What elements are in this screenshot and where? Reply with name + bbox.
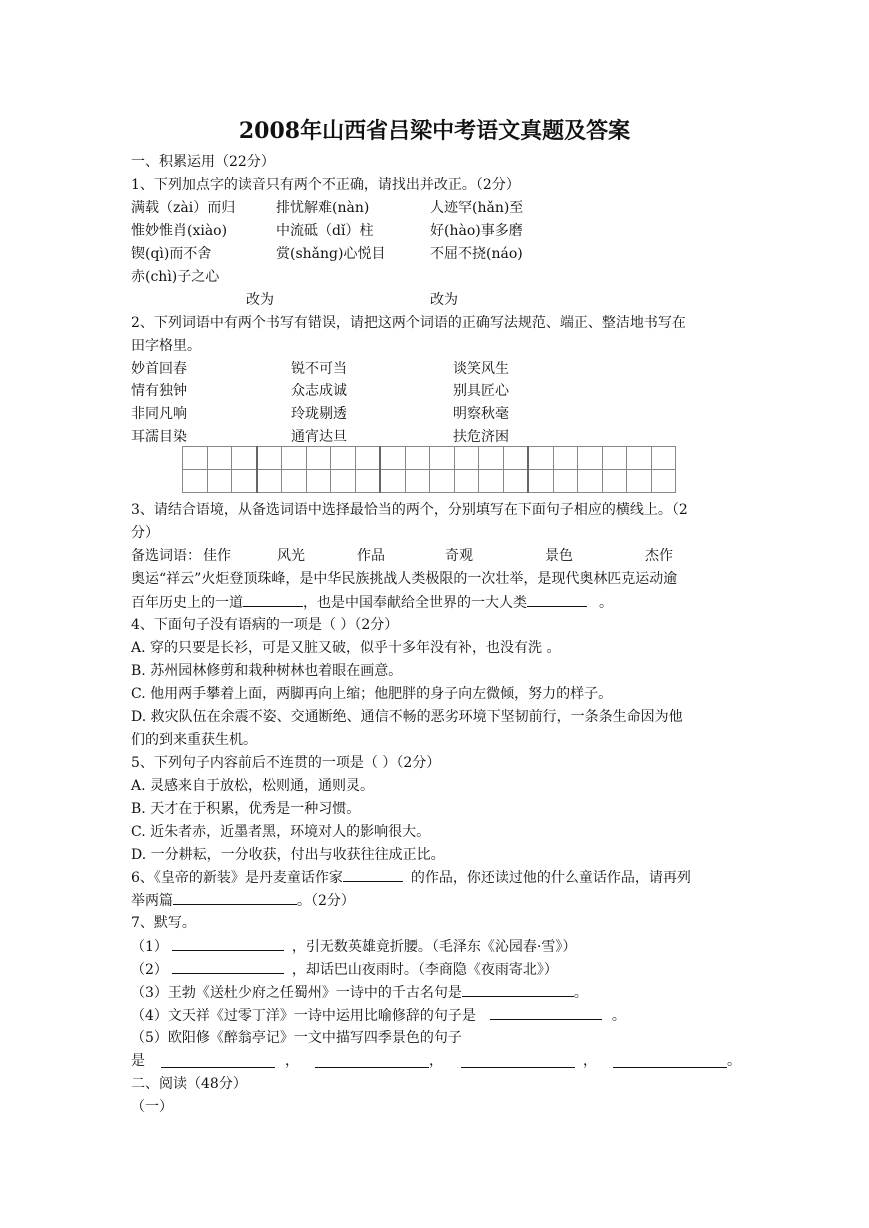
fix-label: 改为	[246, 292, 274, 308]
q2-word: 众志成诚	[291, 383, 347, 399]
answer-blank[interactable]	[527, 592, 587, 607]
fix-label: 改为	[430, 292, 458, 308]
q3-options	[131, 546, 673, 566]
answer-blank[interactable]	[172, 959, 284, 974]
text: 举两篇	[131, 893, 173, 909]
grid-cell[interactable]	[430, 470, 455, 493]
text: ，	[583, 1053, 597, 1069]
option-d: D. 一分耕耘，一分收获，付出与收获往往成正比。	[131, 847, 445, 863]
q1-item: 赤(chì)子之心	[131, 269, 220, 285]
dictation-item	[131, 1005, 626, 1026]
grid-cell[interactable]	[405, 470, 430, 493]
q2-word: 妙首回春	[131, 361, 187, 377]
option-b: B. 苏州园林修剪和栽种树林也着眼在画意。	[131, 663, 403, 679]
options-label: 备选词语：	[131, 548, 201, 564]
q2-word: 玲珑剔透	[291, 406, 347, 422]
answer-blank[interactable]	[490, 1005, 602, 1020]
grid-cell[interactable]	[503, 470, 528, 493]
grid-cell[interactable]	[479, 470, 504, 493]
grid-cell[interactable]	[306, 470, 331, 493]
grid-cell[interactable]	[355, 447, 380, 470]
question-4-stem: 4、下面句子没有语病的一项是（ ）（2分）	[131, 617, 399, 633]
section-heading: 二、阅读（48分）	[131, 1076, 247, 1092]
q1-item: 不屈不挠(náo)	[430, 246, 523, 262]
answer-blank[interactable]	[461, 1053, 575, 1068]
question-7-stem: 7、默写。	[131, 915, 196, 931]
q1-item: 赏(shǎng)心悦目	[276, 246, 386, 262]
option-a: A. 穿的只要是长衫，可是又脏又破，似乎十多年没有补，也没有洗 。	[131, 640, 561, 656]
grid-cell[interactable]	[454, 470, 479, 493]
grid-cell[interactable]	[578, 470, 603, 493]
text: （2）	[131, 962, 168, 978]
grid-cell[interactable]	[257, 470, 282, 493]
grid-cell[interactable]	[232, 447, 257, 470]
grid-cell[interactable]	[528, 470, 553, 493]
text: 6、《皇帝的新装》是丹麦童话作家	[131, 870, 343, 886]
text: （1）	[131, 939, 168, 955]
answer-blank[interactable]	[462, 982, 574, 997]
grid-cell[interactable]	[207, 470, 232, 493]
dictation-item	[131, 982, 588, 1003]
text: （3）王勃《送杜少府之任蜀州》一诗中的千古名句是	[131, 985, 462, 1001]
question-3-stem-cont: 分）	[131, 525, 159, 541]
q1-item: 满载（zài）而归	[131, 200, 236, 216]
q1-item: 好(hào)事多磨	[430, 223, 523, 239]
grid-cell[interactable]	[380, 470, 405, 493]
grid-cell[interactable]	[405, 447, 430, 470]
q2-word: 别具匠心	[453, 383, 509, 399]
q1-item: 惟妙惟肖(xiào)	[131, 223, 228, 239]
text: ，	[429, 1053, 443, 1069]
subsection-heading: （一）	[131, 1099, 173, 1115]
answer-blank[interactable]	[243, 592, 303, 607]
text: 。	[573, 985, 588, 1001]
q1-item: 人迹罕(hǎn)至	[430, 200, 524, 216]
grid-cell[interactable]	[232, 470, 257, 493]
dictation-item: （5）欧阳修《醉翁亭记》一文中描写四季景色的句子	[131, 1030, 462, 1046]
grid-cell[interactable]	[651, 447, 676, 470]
grid-cell[interactable]	[331, 470, 356, 493]
option-c: C. 他用两手攀着上面，两脚再向上缩；他肥胖的身子向左微倾，努力的样子。	[131, 686, 613, 702]
option-c: C. 近朱者赤，近墨者黑，环境对人的影响很大。	[131, 824, 431, 840]
q2-word: 扶危济困	[453, 429, 509, 445]
grid-cell[interactable]	[553, 470, 578, 493]
text: ，	[285, 1053, 299, 1069]
text: 。	[727, 1053, 741, 1069]
text: 。	[599, 595, 613, 611]
q1-item: 中流砥（dǐ）柱	[276, 223, 374, 239]
q2-word: 非同凡响	[131, 406, 187, 422]
option-d: D. 救灾队伍在余震不姿、交通断绝、通信不畅的恶劣环境下坚韧前行，一条条生命因为他	[131, 709, 683, 725]
text: 。（2分）	[297, 893, 355, 909]
grid-cell[interactable]	[602, 470, 627, 493]
option-word: 佳作	[203, 548, 231, 564]
q1-item: 排忧解难(nàn)	[276, 200, 370, 216]
text: 。	[611, 1008, 626, 1024]
grid-cell[interactable]	[651, 470, 676, 493]
grid-cell[interactable]	[553, 447, 578, 470]
question-3-stem: 3、请结合语境，从备选词语中选择最恰当的两个，分别填写在下面句子相应的横线上。（2	[131, 502, 688, 518]
text: 是	[131, 1053, 145, 1069]
grid-cell[interactable]	[578, 447, 603, 470]
grid-cell[interactable]	[257, 447, 282, 470]
grid-cell[interactable]	[183, 470, 208, 493]
q3-passage-line	[131, 592, 613, 613]
q2-word: 情有独钟	[131, 383, 187, 399]
grid-cell[interactable]	[282, 447, 307, 470]
text: （4）文天祥《过零丁洋》一诗中运用比喻修辞的句子是	[131, 1008, 476, 1024]
section-heading: 一、积累运用（22分）	[131, 154, 275, 170]
option-word: 奇观	[445, 548, 473, 564]
option-word: 作品	[357, 548, 385, 564]
grid-cell[interactable]	[528, 447, 553, 470]
grid-cell[interactable]	[331, 447, 356, 470]
option-word: 景色	[545, 548, 573, 564]
grid-cell[interactable]	[306, 447, 331, 470]
grid-cell[interactable]	[479, 447, 504, 470]
text: 的作品，你还读过他的什么童话作品，请再列	[410, 870, 691, 886]
question-6-line	[131, 890, 355, 911]
answer-blank[interactable]	[173, 890, 297, 905]
q2-word: 谈笑风生	[453, 361, 509, 377]
q2-word: 通宵达旦	[291, 429, 347, 445]
grid-cell[interactable]	[355, 470, 380, 493]
grid-cell[interactable]	[454, 447, 479, 470]
answer-blank[interactable]	[161, 1053, 275, 1068]
grid-cell[interactable]	[183, 447, 208, 470]
grid-cell[interactable]	[207, 447, 232, 470]
page-title: 2008年山西省吕梁中考语文真题及答案	[238, 118, 631, 144]
grid-cell[interactable]	[380, 447, 405, 470]
dictation-item	[131, 936, 576, 957]
grid-cell[interactable]	[602, 447, 627, 470]
dictation-item-blanks	[131, 1051, 741, 1071]
option-b: B. 天才在于积累，优秀是一种习惯。	[131, 801, 361, 817]
q2-word: 耳濡目染	[131, 429, 187, 445]
q2-word: 明察秋毫	[453, 406, 509, 422]
q3-passage: 奥运“祥云”火炬登顶珠峰，是中华民族挑战人类极限的一次壮举，是现代奥林匹克运动逾	[131, 571, 678, 587]
question-5-stem: 5、下列句子内容前后不连贯的一项是（ ）（2分）	[131, 755, 441, 771]
grid-cell[interactable]	[627, 470, 652, 493]
grid-cell[interactable]	[627, 447, 652, 470]
option-d-cont: 们的到来重获生机。	[131, 732, 257, 748]
q1-item: 锲(qì)而不舍	[131, 246, 212, 262]
writing-grid[interactable]	[182, 446, 676, 493]
grid-cell[interactable]	[430, 447, 455, 470]
question-6-line	[131, 867, 691, 888]
text: ，引无数英雄竟折腰。（毛泽东《沁园春·雪》）	[291, 939, 577, 955]
text: ，却话巴山夜雨时。（李商隐《夜雨寄北》）	[291, 962, 558, 978]
text: 百年历史上的一道	[131, 595, 243, 611]
question-2-stem-cont: 田字格里。	[131, 338, 201, 354]
question-1-stem: 1、下列加点字的读音只有两个不正确，请找出并改正。（2分）	[131, 177, 520, 193]
answer-blank[interactable]	[343, 867, 403, 882]
option-a: A. 灵感来自于放松，松则通，通则灵。	[131, 778, 375, 794]
answer-blank[interactable]	[172, 936, 284, 951]
answer-blank[interactable]	[613, 1053, 727, 1068]
answer-blank[interactable]	[315, 1053, 429, 1068]
option-word: 风光	[277, 548, 305, 564]
option-word: 杰作	[645, 548, 673, 564]
grid-cell[interactable]	[503, 447, 528, 470]
q2-word: 锐不可当	[291, 361, 347, 377]
dictation-item	[131, 959, 558, 980]
grid-cell[interactable]	[282, 470, 307, 493]
text: ，也是中国奉献给全世界的一大人类	[303, 595, 527, 611]
question-2-stem: 2、下列词语中有两个书写有错误，请把这两个词语的正确写法规范、端正、整洁地书写在	[131, 315, 686, 331]
